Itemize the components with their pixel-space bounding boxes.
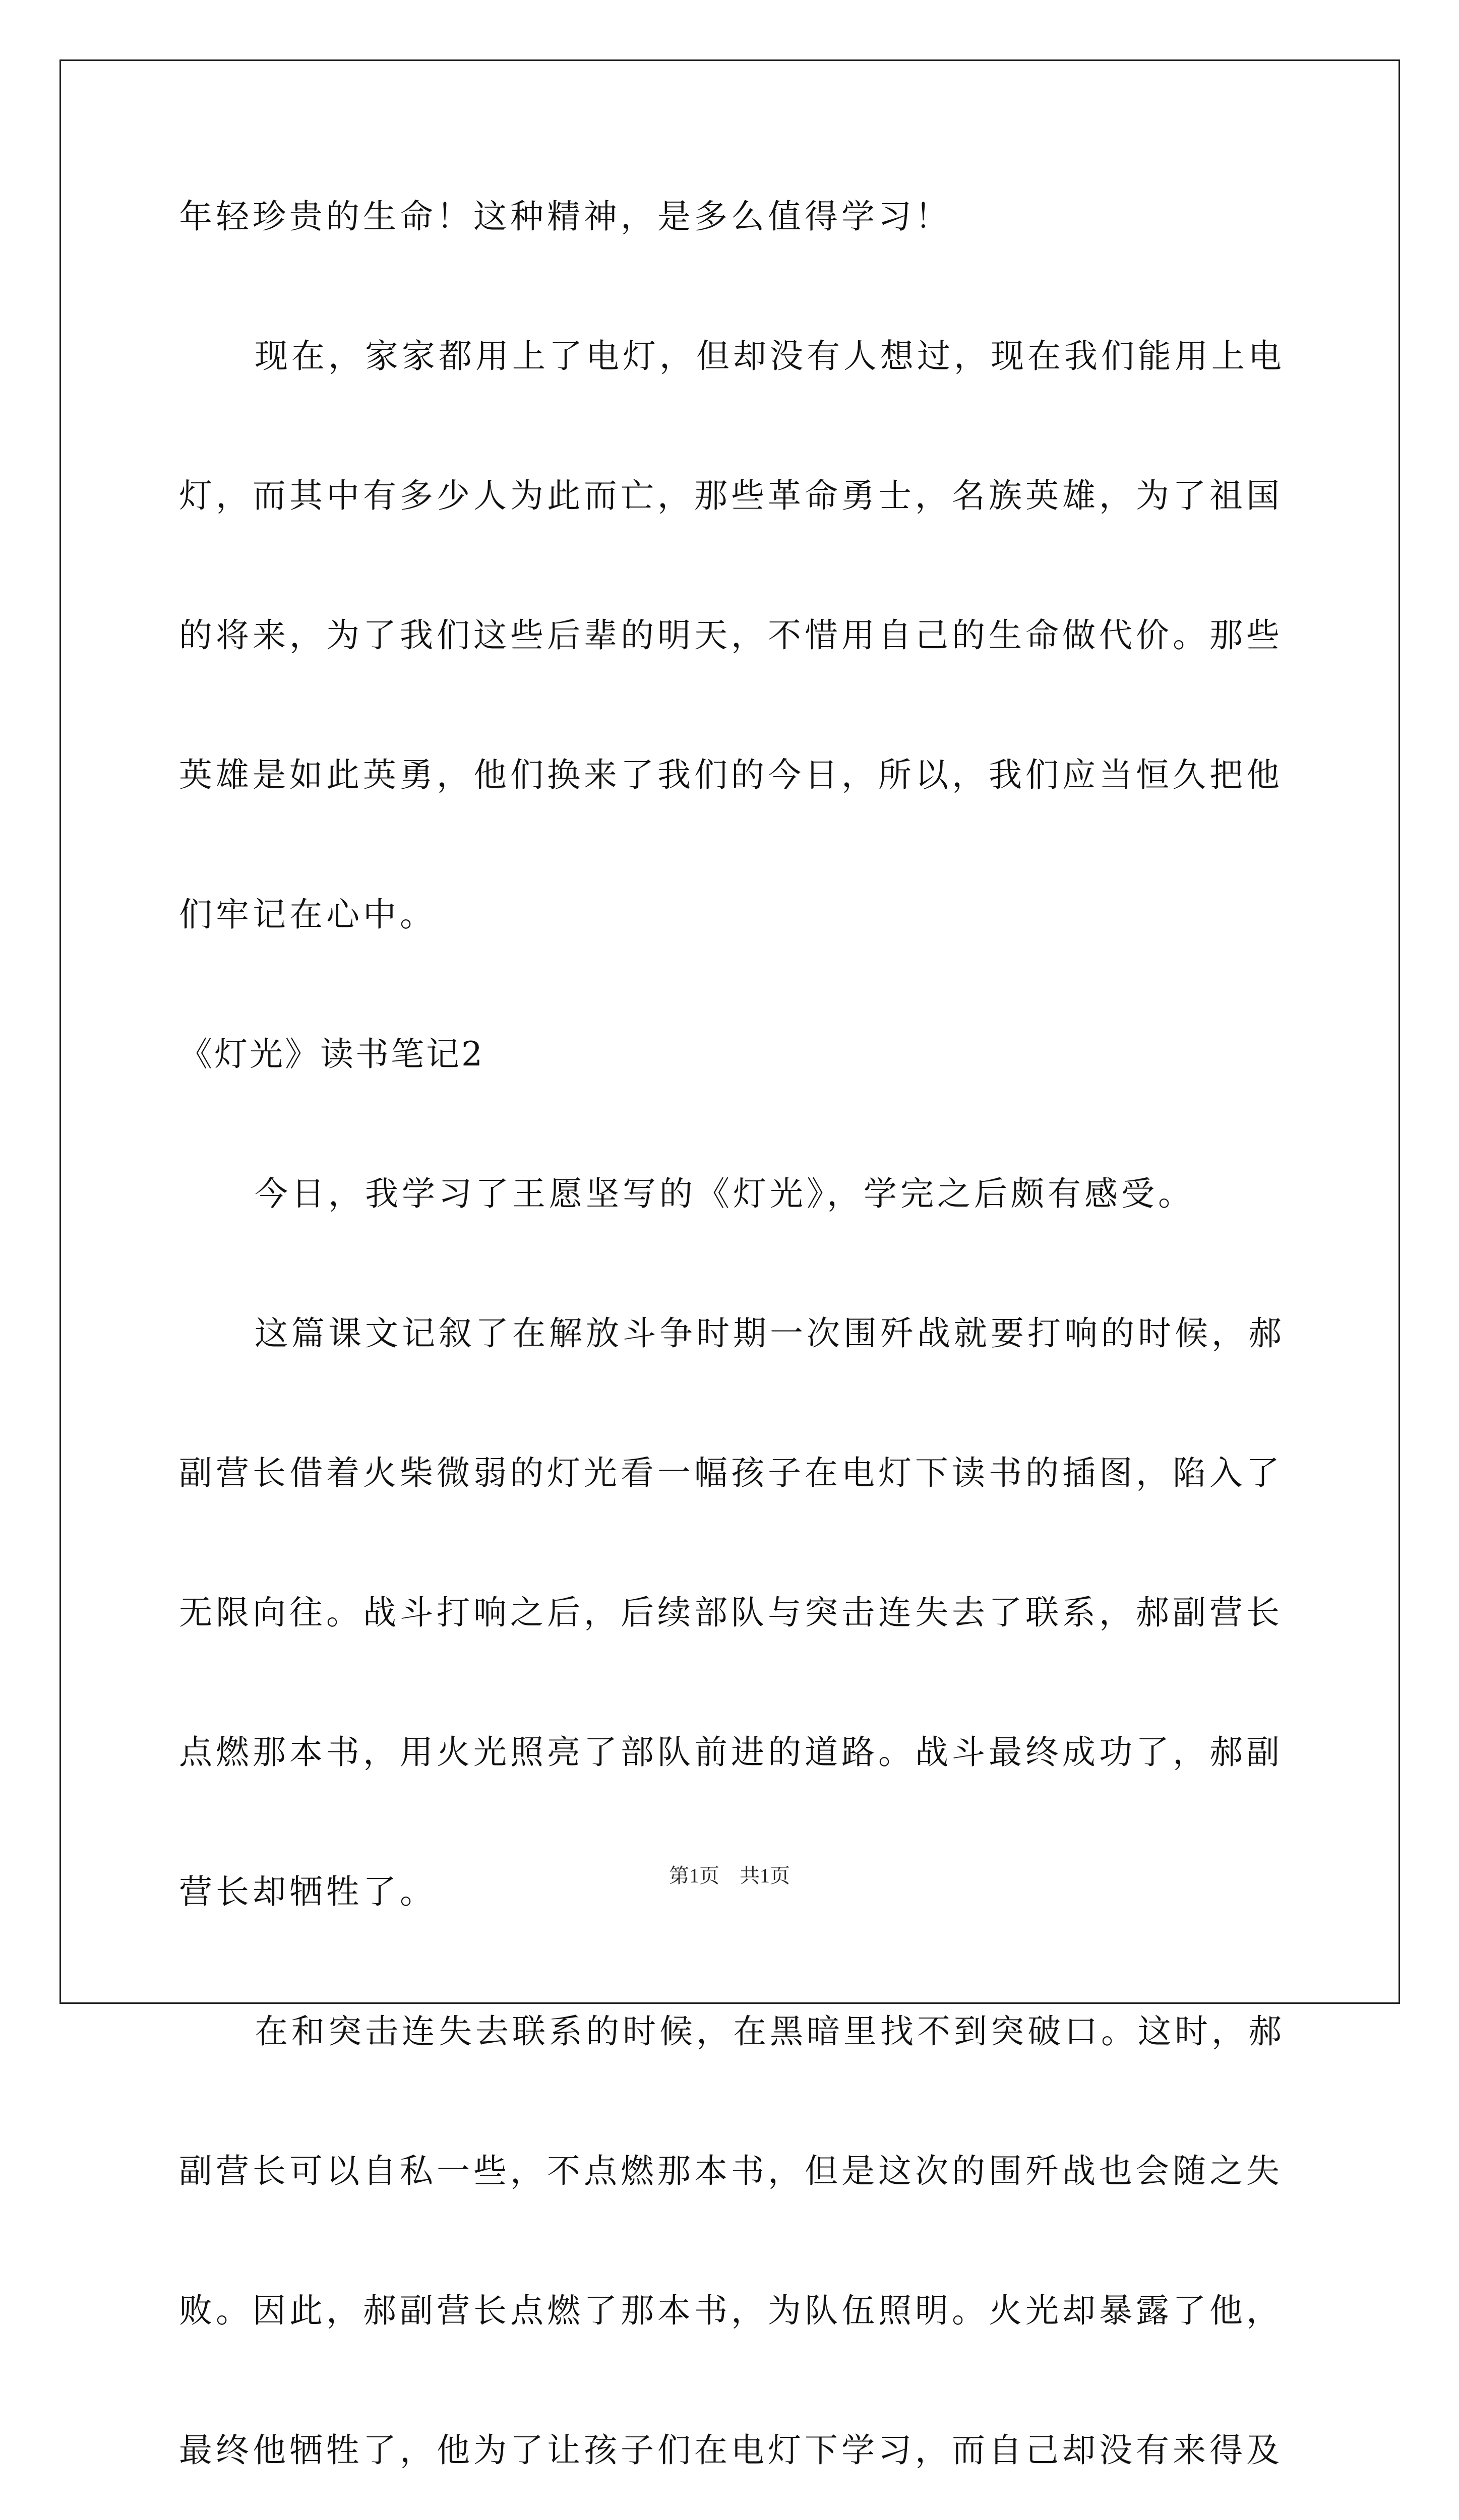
text-line-14: 在和突击连失去联系的时候，在黑暗里找不到突破口。这时，郝 [255, 2012, 1285, 2051]
text-line-10: 副营长借着火柴微弱的灯光看一幅孩子在电灯下读书的插图，陷入了 [179, 1454, 1283, 1492]
section-heading: 《灯光》读书笔记2 [179, 1035, 484, 1074]
text-line-15: 副营长可以自私一些，不点燃那本书，但是这次的围歼战也会随之失 [179, 2152, 1283, 2190]
text-line-12: 点燃那本书，用火光照亮了部队前进的道路。战斗最终成功了，郝副 [179, 1733, 1283, 1772]
text-line-1: 年轻珍贵的生命！这种精神，是多么值得学习！ [179, 197, 952, 236]
text-line-11: 无限向往。战斗打响之后，后续部队与突击连失去了联系，郝副营长 [179, 1593, 1283, 1632]
text-line-8: 今日，我学习了王愿坚写的《灯光》，学完之后颇有感受。 [255, 1174, 1195, 1213]
text-line-5: 英雄是如此英勇，他们换来了我们的今日，所以，我们应当恒久把他 [179, 755, 1283, 794]
text-line-6: 们牢记在心中。 [179, 895, 437, 934]
text-line-17: 最终他牺牲了，他为了让孩子们在电灯下学习，而自己却没有来得及 [179, 2431, 1283, 2470]
document-body [179, 186, 1298, 2520]
page-footer: 第1页 共1页 [669, 1864, 790, 1887]
text-line-9: 这篇课文记叙了在解放斗争时期一次围歼战就要打响的时候，郝 [255, 1314, 1285, 1353]
text-line-16: 败。因此，郝副营长点燃了那本书，为队伍照明。火光却暴露了他， [179, 2291, 1283, 2330]
text-line-2: 现在，家家都用上了电灯，但却没有人想过，现在我们能用上电 [255, 337, 1285, 375]
text-line-4: 的将来，为了我们这些后辈的明天，不惜用自己的生命做代价。那些 [179, 616, 1283, 655]
text-line-3: 灯，而其中有多少人为此而亡，那些革命勇士，名族英雄，为了祖国 [179, 476, 1283, 515]
text-line-13: 营长却牺牲了。 [179, 1872, 437, 1911]
